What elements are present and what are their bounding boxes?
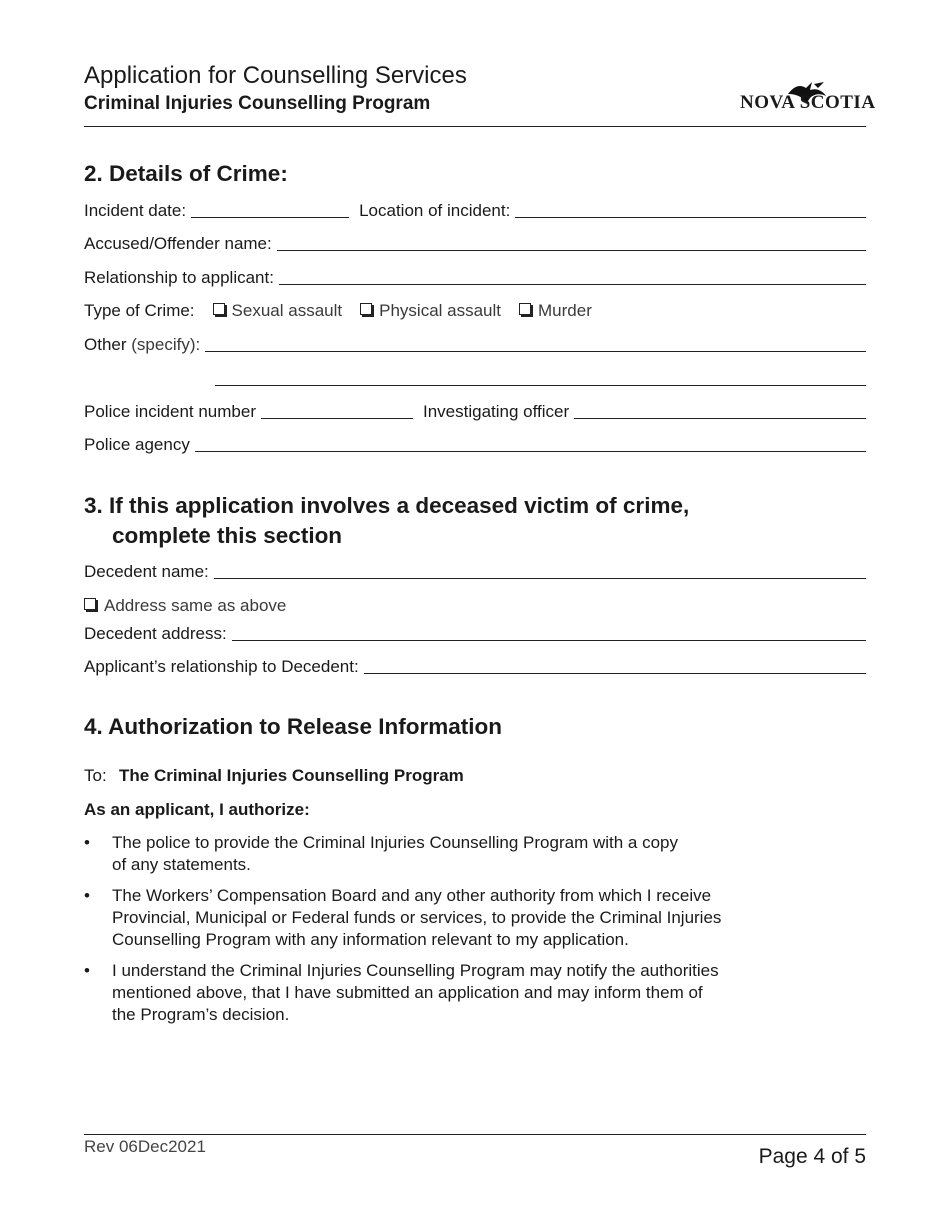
authorization-text: The Workers’ Compensation Board and any other authority from which I receive Provincial, Municipal or Federal funds or services, to provide the Criminal Injuries Counselling Program with any information relevant to my application.: [112, 886, 722, 949]
location-field[interactable]: [515, 203, 866, 218]
decedent-name-label: Decedent name:: [84, 562, 209, 581]
accused-label: Accused/Offender name:: [84, 234, 272, 253]
checkbox-icon[interactable]: [519, 303, 531, 315]
police-agency-label: Police agency: [84, 435, 190, 454]
relationship-row: [84, 266, 866, 288]
location-label: Location of incident:: [359, 201, 511, 220]
other-label: Other: [84, 335, 127, 354]
logo-wordmark: NOVA SCOTIA: [740, 92, 876, 113]
decedent-name-row: [84, 560, 866, 582]
to-label: To:: [84, 766, 107, 785]
accused-field[interactable]: [277, 236, 866, 251]
section-2-heading: 2. Details of Crime:: [84, 161, 288, 186]
crime-option-label: Murder: [538, 301, 592, 320]
other-field-line-2[interactable]: [215, 385, 866, 386]
other-row: [84, 333, 866, 355]
bullet-icon: •: [84, 886, 90, 905]
crime-option-sexual-assault[interactable]: [213, 301, 343, 321]
police-number-label: Police incident number: [84, 402, 256, 421]
checkbox-icon[interactable]: [360, 303, 372, 315]
police-row: [84, 400, 866, 422]
accused-row: [84, 232, 866, 254]
document-title: Application for Counselling Services: [84, 62, 467, 89]
other-field[interactable]: [205, 337, 866, 352]
decedent-address-label: Decedent address:: [84, 624, 227, 643]
relationship-label: Relationship to applicant:: [84, 268, 274, 287]
crime-type-label: Type of Crime:: [84, 301, 195, 320]
applicant-relationship-row: [84, 655, 866, 677]
police-agency-field[interactable]: [195, 437, 866, 452]
program-subtitle: Criminal Injuries Counselling Program: [84, 93, 431, 114]
authorize-statement: As an applicant, I authorize:: [84, 800, 310, 819]
relationship-field[interactable]: [279, 270, 866, 285]
footer-divider: [84, 1134, 866, 1135]
crime-option-murder[interactable]: [519, 301, 592, 321]
crime-option-label: Physical assault: [379, 301, 502, 320]
to-recipient: The Criminal Injuries Counselling Program: [119, 766, 464, 785]
bullet-icon: •: [84, 961, 90, 980]
crime-type-row: [84, 299, 866, 321]
header-divider: [84, 126, 866, 127]
decedent-address-field[interactable]: [232, 626, 866, 641]
section-3-heading: 3. If this application involves a deceased victim of crime,: [84, 493, 690, 518]
revision-date: Rev 06Dec2021: [84, 1137, 206, 1156]
section-3-heading-cont: complete this section: [112, 523, 343, 548]
nova-scotia-logo: [740, 80, 876, 116]
address-same-option[interactable]: [84, 596, 286, 616]
checkbox-icon[interactable]: [213, 303, 225, 315]
crime-option-label: Sexual assault: [231, 301, 343, 320]
section-4-heading: 4. Authorization to Release Information: [84, 714, 502, 739]
investigating-officer-field[interactable]: [574, 404, 866, 419]
address-same-label: Address same as above: [104, 596, 287, 615]
incident-date-label: Incident date:: [84, 201, 187, 220]
applicant-relationship-label: Applicant’s relationship to Decedent:: [84, 657, 359, 676]
page-number: Page 4 of 5: [758, 1145, 866, 1168]
applicant-relationship-field[interactable]: [364, 659, 866, 674]
police-agency-row: [84, 433, 866, 455]
decedent-address-row: [84, 622, 866, 644]
incident-row: [84, 199, 866, 221]
crime-option-physical-assault[interactable]: [360, 301, 501, 321]
authorization-text: I understand the Criminal Injuries Counselling Program may notify the authorities mentioned above, that I have submitted an application and may inform them of the Program’s decision.: [112, 961, 719, 1024]
address-same-row: [84, 594, 866, 616]
incident-date-field[interactable]: [191, 203, 349, 218]
bullet-icon: •: [84, 833, 90, 852]
investigating-officer-label: Investigating officer: [422, 402, 570, 421]
decedent-name-field[interactable]: [214, 564, 866, 579]
authorization-text: The police to provide the Criminal Injuries Counselling Program with a copy of any statements.: [112, 833, 678, 874]
police-number-field[interactable]: [261, 404, 413, 419]
specify-label: (specify):: [131, 335, 201, 354]
checkbox-icon[interactable]: [84, 598, 96, 610]
